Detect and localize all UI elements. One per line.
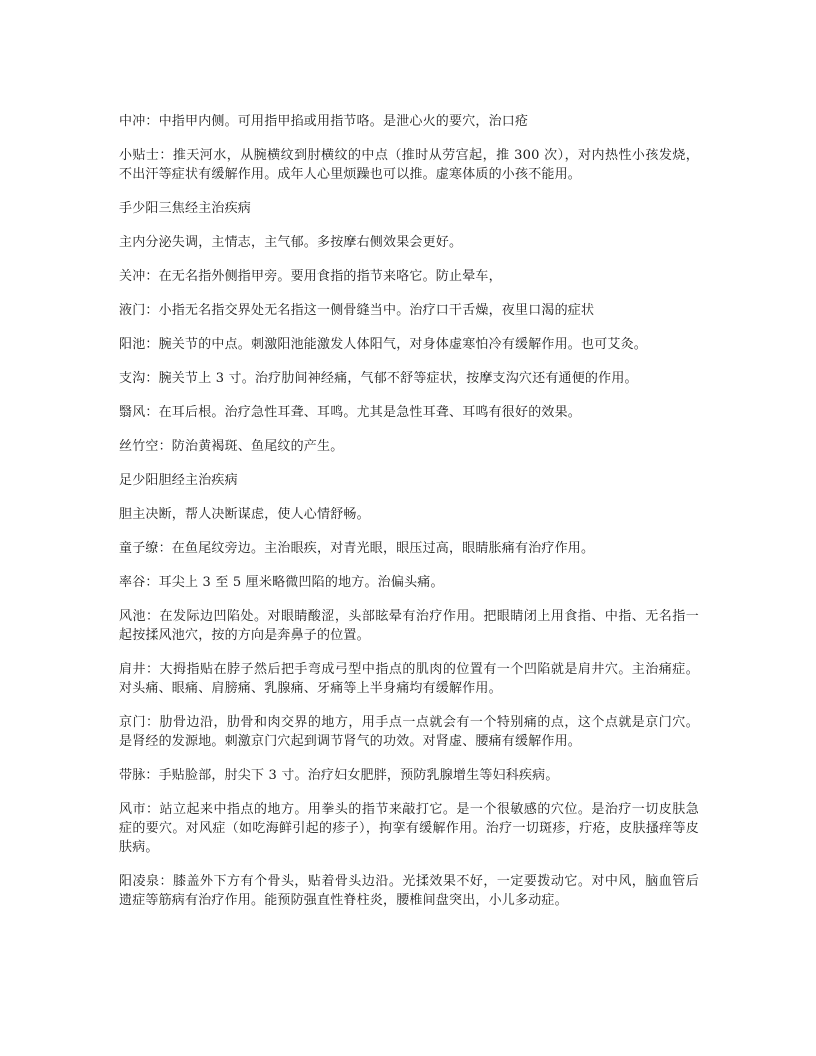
- paragraph-fengchi: 风池：在发际边凹陷处。对眼睛酸涩，头部眩晕有治疗作用。把眼睛闭上用食指、中指、无名指一起按揉风池穴，按的方向是奔鼻子的位置。: [119, 609, 699, 643]
- section-heading-dan: 足少阳胆经主治疾病: [119, 473, 238, 488]
- paragraph-yifeng: 翳风：在耳后根。治疗急性耳聋、耳鸣。尤其是急性耳聋、耳鸣有很好的效果。: [119, 405, 582, 420]
- paragraph-tip: 小贴士：推天河水，从腕横纹到肘横纹的中点（推时从劳宫起，推 300 次），对内热性小孩发烧，不出汗等症状有缓解作用。成年人心里烦躁也可以推。虚寒体质的小孩不能用。: [119, 148, 699, 182]
- paragraph-sanjiao-summary: 主内分泌失调，主情志，主气郁。多按摩右侧效果会更好。: [119, 235, 463, 250]
- paragraph-yemen: 液门：小指无名指交界处无名指这一侧骨缝当中。治疗口干舌燥，夜里口渴的症状: [119, 303, 595, 318]
- paragraph-yanglingquan: 阳凌泉：膝盖外下方有个骨头，贴着骨头边沿。光揉效果不好，一定要拨动它。对中风，脑血管后遗症等筋病有治疗作用。能预防强直性脊柱炎，腰椎间盘突出，小儿多动症。: [119, 874, 699, 908]
- paragraph-zhigou: 支沟：腕关节上 3 寸。治疗肋间神经痛，气郁不舒等症状，按摩支沟穴还有通便的作用。: [119, 371, 638, 386]
- paragraph-sizhukong: 丝竹空：防治黄褐斑、鱼尾纹的产生。: [119, 439, 344, 454]
- paragraph-tongziliao: 童子缭：在鱼尾纹旁边。主治眼疾，对青光眼，眼压过高，眼睛胀痛有治疗作用。: [119, 541, 595, 556]
- paragraph-jianjing: 肩井：大拇指贴在脖子然后把手弯成弓型中指点的肌肉的位置有一个凹陷就是肩井穴。主治痛症。对头痛、眼痛、肩膀痛、乳腺痛、牙痛等上半身痛均有缓解作用。: [119, 662, 699, 696]
- paragraph-fengshi: 风市：站立起来中指点的地方。用拳头的指节来敲打它。是一个很敏感的穴位。是治疗一切皮肤急症的要穴。对风症（如吃海鲜引起的疹子），拘挛有缓解作用。治疗一切斑疹，疔疮，皮肤搔痒等皮肤病。: [119, 802, 699, 855]
- paragraph-shuaigu: 率谷：耳尖上 3 至 5 厘米略微凹陷的地方。治偏头痛。: [119, 575, 444, 590]
- paragraph-dan-summary: 胆主决断，帮人决断谋虑，使人心情舒畅。: [119, 507, 370, 522]
- paragraph-zhongchong: 中冲：中指甲内侧。可用指甲掐或用指节咯。是泄心火的要穴，治口疮: [119, 114, 529, 129]
- section-heading-sanjiao: 手少阳三焦经主治疾病: [119, 201, 252, 216]
- document-page: [119, 112, 699, 925]
- paragraph-guanchong: 关冲：在无名指外侧指甲旁。要用食指的指节来咯它。防止晕车，: [119, 269, 502, 284]
- paragraph-yangchi: 阳池：腕关节的中点。刺激阳池能激发人体阳气，对身体虚寒怕冷有缓解作用。也可艾灸。: [119, 337, 648, 352]
- paragraph-daimai: 带脉：手贴脸部，肘尖下 3 寸。治疗妇女肥胖，预防乳腺增生等妇科疾病。: [119, 768, 559, 783]
- paragraph-jingmen: 京门：肋骨边沿，肋骨和肉交界的地方，用手点一点就会有一个特别痛的点，这个点就是京门穴。是肾经的发源地。刺激京门穴起到调节肾气的功效。对肾虚、腰痛有缓解作用。: [119, 715, 699, 749]
